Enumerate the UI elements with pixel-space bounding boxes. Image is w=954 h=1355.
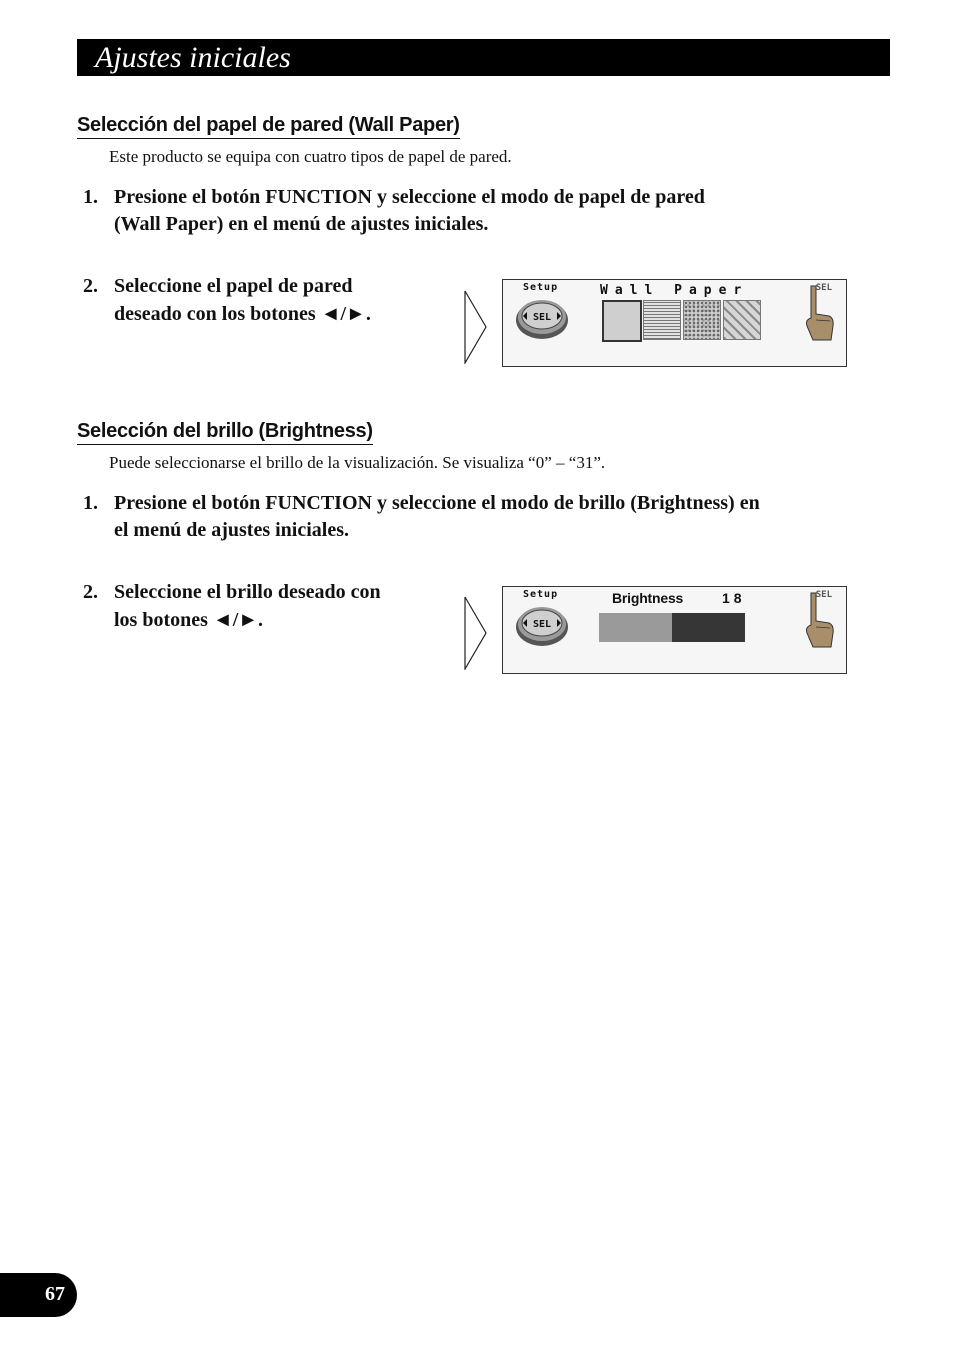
step-text-line2: (Wall Paper) en el menú de ajustes iniciales. (114, 213, 489, 235)
section-intro-wall-paper: Este producto se equipa con cuatro tipos de papel de pared. (109, 147, 512, 166)
knob-label: SEL (532, 312, 552, 323)
wall-paper-title: Wall Paper (600, 283, 749, 298)
step-1-brightness (83, 490, 883, 546)
setup-label: Setup (523, 282, 559, 293)
step-arrow-icon (464, 290, 488, 364)
pointing-hand-icon (799, 589, 839, 651)
wallpaper-option-granite (683, 300, 721, 340)
page-number: 67 (45, 1283, 65, 1305)
page-number-tab (0, 1273, 77, 1317)
step-text-line1: Presione el botón FUNCTION y seleccione el modo de brillo (Brightness) en (114, 492, 760, 514)
step-number: 1. (83, 492, 98, 514)
step-number: 1. (83, 186, 98, 208)
step-text-line1: Seleccione el brillo deseado con (114, 581, 381, 603)
wall-paper-display (502, 279, 847, 367)
step-text-line1: Presione el botón FUNCTION y seleccione el modo de papel de pared (114, 186, 705, 208)
wallpaper-option-pattern (723, 300, 761, 340)
step-text-line2: los botones ◄/►. (114, 609, 264, 631)
sel-label: SEL (815, 590, 832, 600)
header-bar (77, 39, 890, 76)
setup-label: Setup (523, 589, 559, 600)
wallpaper-option-stripes (643, 300, 681, 340)
brightness-label: Brightness (612, 590, 684, 606)
brightness-display (502, 586, 847, 674)
step-number: 2. (83, 275, 98, 297)
pointing-hand-icon (799, 282, 839, 344)
brightness-bar (599, 613, 745, 642)
step-arrow-icon (464, 596, 488, 670)
knob-label: SEL (532, 619, 552, 630)
brightness-value: 18 (722, 590, 746, 606)
setup-knob-icon (514, 603, 570, 647)
step-2-brightness (83, 579, 443, 635)
step-number: 2. (83, 581, 98, 603)
step-2-wall-paper (83, 273, 443, 329)
step-text-line2: deseado con los botones ◄/►. (114, 303, 371, 325)
setup-knob-icon (514, 296, 570, 340)
section-intro-brightness: Puede seleccionarse el brillo de la visualización. Se visualiza “0” – “31”. (109, 453, 606, 472)
section-heading-wall-paper: Selección del papel de pared (Wall Paper) (77, 114, 460, 139)
sel-label: SEL (815, 283, 832, 293)
section-heading-brightness: Selección del brillo (Brightness) (77, 420, 373, 445)
step-text-line1: Seleccione el papel de pared (114, 275, 353, 297)
brightness-bar-fill (599, 613, 672, 642)
page-title: Ajustes iniciales (95, 41, 291, 74)
step-text-line2: el menú de ajustes iniciales. (114, 519, 349, 541)
step-1-wall-paper (83, 184, 863, 240)
wallpaper-option-plain (602, 300, 642, 342)
